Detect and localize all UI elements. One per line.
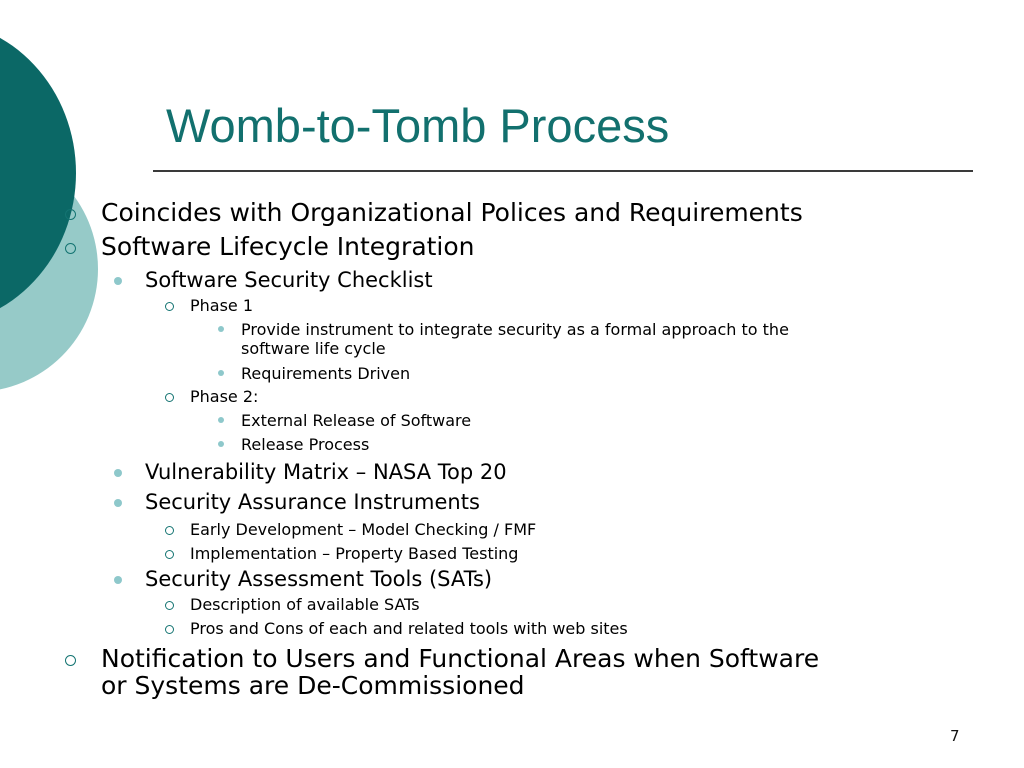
bullet-phase-1: Phase 1 xyxy=(190,296,254,315)
page-number: 7 xyxy=(950,727,960,745)
bullet-coincides: Coincides with Organizational Polices and Requirements xyxy=(101,198,803,227)
bullet-provide-instrument-line-2: software life cycle xyxy=(241,339,386,358)
bullet-phase-2: Phase 2: xyxy=(190,387,259,406)
filled-circle-bullet-icon xyxy=(114,576,122,584)
bullet-external-release: External Release of Software xyxy=(241,411,472,430)
bullet-requirements-driven: Requirements Driven xyxy=(241,364,411,383)
slide-title: Womb-to-Tomb Process xyxy=(166,99,670,152)
open-circle-bullet-icon xyxy=(165,601,174,610)
open-circle-bullet-icon xyxy=(65,209,76,220)
open-circle-bullet-icon xyxy=(65,655,76,666)
filled-circle-bullet-icon xyxy=(218,417,224,423)
bullet-notification-line-1: Notification to Users and Functional Areas when Software xyxy=(101,644,820,673)
bullet-security-checklist: Software Security Checklist xyxy=(145,268,433,292)
bullet-assurance-instruments: Security Assurance Instruments xyxy=(145,490,480,514)
bullet-notification-line-2: or Systems are De-Commissioned xyxy=(101,671,525,700)
bullet-implementation: Implementation – Property Based Testing xyxy=(190,544,519,563)
open-circle-bullet-icon xyxy=(165,625,174,634)
filled-circle-bullet-icon xyxy=(114,277,122,285)
bullet-release-process: Release Process xyxy=(241,435,370,454)
filled-circle-bullet-icon xyxy=(114,499,122,507)
open-circle-bullet-icon xyxy=(165,302,174,311)
bullet-pros-cons: Pros and Cons of each and related tools with web sites xyxy=(190,619,628,638)
bullet-provide-instrument-line-1: Provide instrument to integrate security as a formal approach to the xyxy=(241,320,789,339)
bullet-early-development: Early Development – Model Checking / FMF xyxy=(190,520,537,539)
filled-circle-bullet-icon xyxy=(218,370,224,376)
filled-circle-bullet-icon xyxy=(218,326,224,332)
open-circle-bullet-icon xyxy=(65,243,76,254)
bullet-assessment-tools: Security Assessment Tools (SATs) xyxy=(145,567,493,591)
filled-circle-bullet-icon xyxy=(114,469,122,477)
open-circle-bullet-icon xyxy=(165,393,174,402)
bullet-description-sats: Description of available SATs xyxy=(190,595,420,614)
open-circle-bullet-icon xyxy=(165,550,174,559)
open-circle-bullet-icon xyxy=(165,526,174,535)
filled-circle-bullet-icon xyxy=(218,441,224,447)
bullet-lifecycle-integration: Software Lifecycle Integration xyxy=(101,232,475,261)
title-underline xyxy=(153,170,973,172)
bullet-vulnerability-matrix: Vulnerability Matrix – NASA Top 20 xyxy=(145,460,507,484)
